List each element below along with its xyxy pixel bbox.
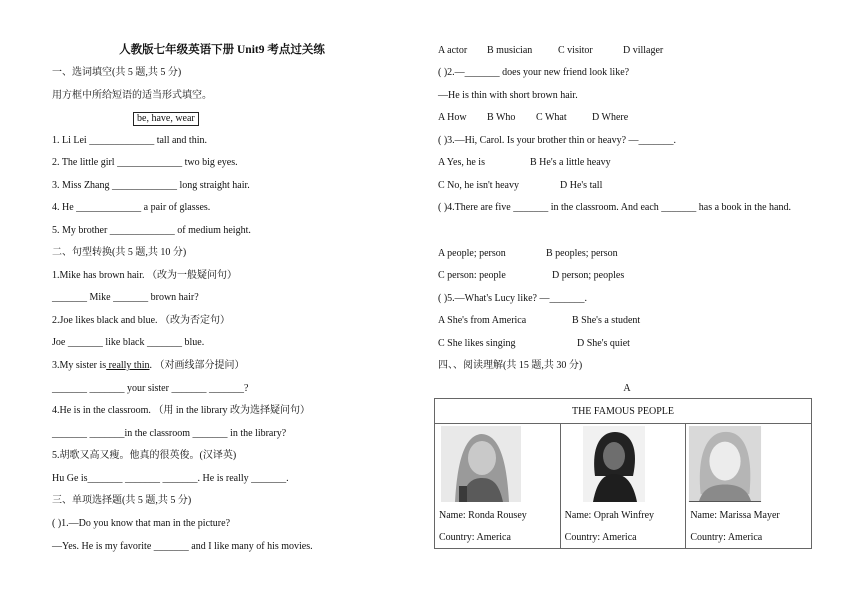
transform-q4: 4.He is in the classroom. （用 in the library 改为选择疑问句） xyxy=(52,405,311,416)
option: C person: people xyxy=(438,270,506,281)
passage-label: A xyxy=(623,383,631,394)
person-name: Name: Marissa Mayer xyxy=(690,510,780,521)
transform-a2: Joe _______ like black _______ blue. xyxy=(52,337,205,348)
transform-a5: Hu Ge is_______ _______ _______. He is really _______. xyxy=(52,473,289,484)
option: B She's a student xyxy=(572,315,641,326)
option: A How xyxy=(438,112,467,123)
option: C She likes singing xyxy=(438,338,516,349)
transform-q3 xyxy=(52,360,245,372)
option: C No, he isn't heavy xyxy=(438,180,519,191)
transform-q1: 1.Mike has brown hair. （改为一般疑问句） xyxy=(52,270,237,281)
choice-q5-options-row2 xyxy=(438,338,630,350)
fill-item-3: 3. Miss Zhang _____________ long straight hair. xyxy=(52,180,250,191)
person-country: Country: America xyxy=(690,532,763,543)
person-cell xyxy=(686,424,812,549)
fill-item-5: 5. My brother _____________ of medium height. xyxy=(52,225,251,236)
transform-q2: 2.Joe likes black and blue. （改为否定句） xyxy=(52,315,231,326)
ronda-rousey-photo xyxy=(441,426,521,502)
transform-q5: 5.胡歌又高又瘦。他真的很英俊。(汉译英) xyxy=(52,450,237,461)
transform-q3-pre: 3.My sister is xyxy=(52,360,107,371)
choice-q4-options-row2 xyxy=(438,270,624,282)
choice-q2-options xyxy=(438,112,628,124)
person-name: Name: Ronda Rousey xyxy=(439,510,527,521)
transform-a1: _______ Mike _______ brown hair? xyxy=(52,292,199,303)
choice-q4-options-row1 xyxy=(438,248,618,260)
marissa-mayer-photo xyxy=(688,426,762,502)
section3-heading: 三、单项选择题(共 5 题,共 5 分) xyxy=(52,495,192,506)
transform-a3: _______ _______ your sister _______ _______? xyxy=(52,383,249,394)
option: D person; peoples xyxy=(552,270,625,281)
option: D He's tall xyxy=(560,180,603,191)
famous-people-table xyxy=(434,398,812,549)
section1-instruction: 用方框中所给短语的适当形式填空。 xyxy=(52,90,212,101)
option: A Yes, he is xyxy=(438,157,485,168)
choice-q2: ( )2.—_______ does your new friend look like? xyxy=(438,67,630,78)
option: B musician xyxy=(487,45,533,56)
transform-a4: _______ _______in the classroom _______ in the library? xyxy=(52,428,287,439)
option: D She's quiet xyxy=(577,338,630,349)
person-country: Country: America xyxy=(439,532,511,543)
choice-q1: ( )1.—Do you know that man in the picture? xyxy=(52,518,231,529)
choice-q3-options-row2 xyxy=(438,180,602,192)
word-box-text: be, have, wear xyxy=(133,112,199,126)
person-country: Country: America xyxy=(564,532,637,543)
fill-item-1: 1. Li Lei _____________ tall and thin. xyxy=(52,135,207,146)
option: A She's from America xyxy=(438,315,527,326)
section4-heading: 四、、阅读理解(共 15 题,共 30 分) xyxy=(438,360,583,371)
option: D Where xyxy=(592,112,629,123)
option: B He's a little heavy xyxy=(530,157,611,168)
option: B peoples; person xyxy=(546,248,618,259)
choice-q4: ( )4.There are five _______ in the classroom. And each _______ has a book in the hand. xyxy=(438,202,791,213)
word-box xyxy=(133,112,199,126)
choice-q3: ( )3.—Hi, Carol. Is your brother thin or heavy? —_______. xyxy=(438,135,677,146)
choice-q1-dialogue: —Yes. He is my favorite _______ and I like many of his movies. xyxy=(52,541,313,552)
table-title: THE FAMOUS PEOPLE xyxy=(435,399,812,424)
fill-item-4: 4. He _____________ a pair of glasses. xyxy=(52,202,211,213)
option: B Who xyxy=(487,112,516,123)
choice-q3-options-row1 xyxy=(438,157,611,169)
option: D villager xyxy=(623,45,664,56)
person-name: Name: Oprah Winfrey xyxy=(564,510,655,521)
choice-q1-options xyxy=(438,45,663,57)
option: C visitor xyxy=(558,45,593,56)
section1-heading: 一、选词填空(共 5 题,共 5 分) xyxy=(52,67,182,78)
oprah-winfrey-photo xyxy=(583,426,645,502)
choice-q5-options-row1 xyxy=(438,315,640,327)
fill-item-2: 2. The little girl _____________ two big eyes. xyxy=(52,157,238,168)
option: A people; person xyxy=(438,248,506,259)
section2-heading: 二、句型转换(共 5 题,共 10 分) xyxy=(52,247,187,258)
choice-q5: ( )5.—What's Lucy like? —_______. xyxy=(438,293,587,304)
transform-q3-underlined: really thin xyxy=(106,360,150,371)
person-cell xyxy=(560,424,686,549)
choice-q2-answer: —He is thin with short brown hair. xyxy=(438,90,578,101)
option: C What xyxy=(536,112,567,123)
person-cell xyxy=(435,424,561,549)
option: A actor xyxy=(438,45,468,56)
transform-q3-post: . （对画线部分提问） xyxy=(149,360,245,371)
page-title: 人教版七年级英语下册 Unit9 考点过关练 xyxy=(119,44,325,56)
